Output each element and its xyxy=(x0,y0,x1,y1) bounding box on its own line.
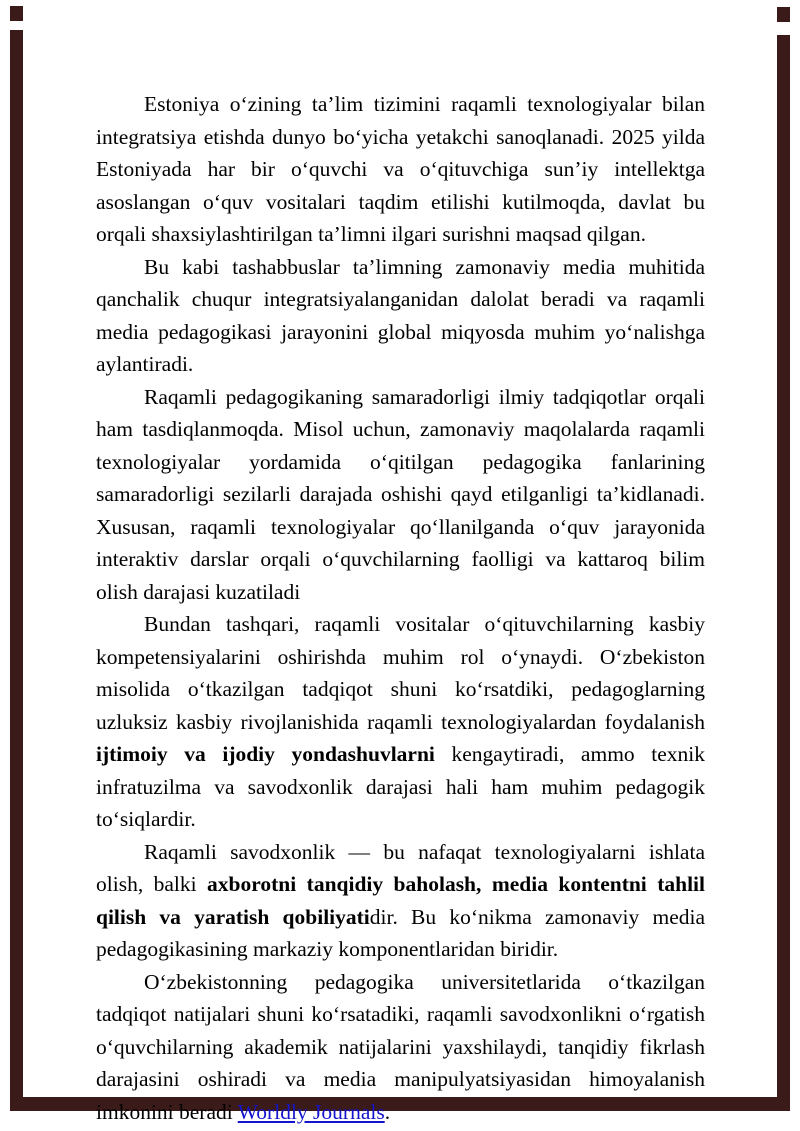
paragraph-research-effectiveness xyxy=(96,381,705,609)
page-border-top-right-stub xyxy=(777,7,790,22)
paragraph-text: Bundan tashqari, raqamli vositalar o‘qituvchilarning kasbiy kompetensiyalarini oshirishda muhim rol o‘ynaydi. O‘zbekiston misolida o‘tkazilgan tadqiqot shuni ko‘rsatdiki, pedagoglarning uzluksiz kasbiy rivojlanishida raqamli texnologiyalardan foydalanish xyxy=(96,612,705,734)
paragraph-text: dir. Bu ko‘nikma zamonaviy media pedagogikasining markaziy komponentlaridan biridir. xyxy=(96,904,706,961)
paragraph-text: . xyxy=(384,1099,391,1124)
worldly-journals-link[interactable]: Worldly Journals xyxy=(237,1099,385,1124)
page-border-right xyxy=(777,35,790,1111)
document-body xyxy=(96,88,705,1128)
paragraph-text: Raqamli pedagogikaning samaradorligi ilmiy tadqiqotlar orqali ham tasdiqlanmoqda. Misol uchun, zamonaviy maqolalarda raqamli texnologiyalar yordamida o‘qitilgan pedagogika fanlarining samaradorligi sezilarli darajada oshishi qayd etilganligi ta’kidlanadi. Xususan, raqamli texnologiyalar qo‘llanilganda o‘quv jarayonida interaktiv darslar orqali o‘quvchilarning faolligi va kattaroq bilim olish darajasi kuzatiladi xyxy=(96,384,705,604)
paragraph-initiatives xyxy=(96,251,705,381)
paragraph-text: O‘zbekistonning pedagogika universitetlarida o‘tkazilgan tadqiqot natijalari shuni ko‘rsatadiki, raqamli savodxonlikni o‘rgatish o‘quvchilarning akademik natijalarini yaxshilaydi, tanqidiy fikrlash darajasini oshiradi va media manipulyatsiyasidan himoyalanish imkonini beradi xyxy=(96,969,705,1124)
paragraph-teacher-competence xyxy=(96,608,705,836)
paragraph-text: Estoniya o‘zining ta’lim tizimini raqamli texnologiyalar bilan integratsiya etishda dunyo bo‘yicha yetakchi sanoqlanadi. 2025 yilda Estoniyada har bir o‘quvchi va o‘qituvchiga sun’iy intellektga asoslangan o‘quv vositalari taqdim etilishi kutilmoqda, davlat bu orqali shaxsiylashtirilgan ta’limni ilgari surishni maqsad qilgan. xyxy=(96,92,705,246)
page-border-top-left-stub xyxy=(10,6,23,21)
paragraph-text: Bu kabi tashabbuslar ta’limning zamonaviy media muhitida qanchalik chuqur integratsiyalanganidan dalolat beradi va raqamli media pedagogikasi jarayonini global miqyosda muhim yo‘nalishga aylantiradi. xyxy=(96,254,705,376)
paragraph-uzbekistan-universities xyxy=(96,966,705,1129)
paragraph-estonia xyxy=(96,88,705,251)
bold-text-approaches: ijtimoiy va ijodiy yondashuvlarni xyxy=(96,742,435,766)
paragraph-text: kengaytiradi, ammo texnik infratuzilma va savodxonlik darajasi hali ham muhim pedagogik to‘siqlardir. xyxy=(96,742,706,831)
paragraph-digital-literacy xyxy=(96,836,705,966)
bold-text-media-skills: axborotni tanqidiy baholash, media kontentni tahlil qilish va yaratish qobiliyati xyxy=(96,872,705,929)
page-border-left xyxy=(10,30,23,1111)
paragraph-text: Raqamli savodxonlik — bu nafaqat texnologiyalarni ishlata olish, balki xyxy=(96,839,705,896)
